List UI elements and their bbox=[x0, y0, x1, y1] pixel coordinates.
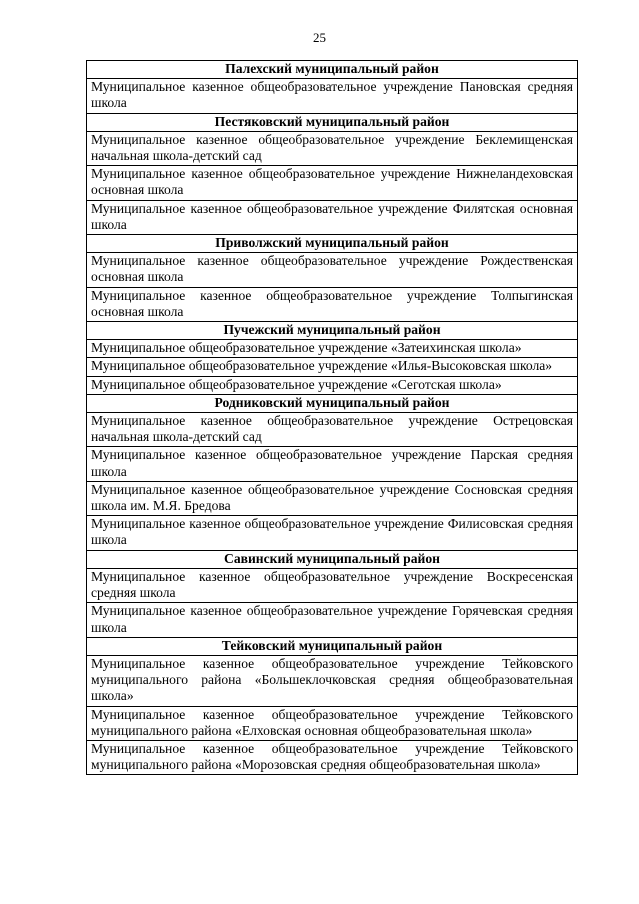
school-row bbox=[87, 655, 578, 706]
school-name: Муниципальное казенное общеобразовательное учреждение Рождественская основная школа bbox=[87, 253, 578, 287]
school-name: Муниципальное общеобразовательное учреждение «Затеихинская школа» bbox=[87, 340, 578, 358]
school-row bbox=[87, 447, 578, 481]
district-name: Родниковский муниципальный район bbox=[87, 394, 578, 412]
district-name: Приволжский муниципальный район bbox=[87, 235, 578, 253]
school-row bbox=[87, 253, 578, 287]
school-name: Муниципальное казенное общеобразовательное учреждение Филятская основная школа bbox=[87, 200, 578, 234]
district-name: Палехский муниципальный район bbox=[87, 61, 578, 79]
school-name: Муниципальное общеобразовательное учреждение «Сеготская школа» bbox=[87, 376, 578, 394]
school-row bbox=[87, 166, 578, 200]
school-name: Муниципальное казенное общеобразовательное учреждение Нижнеландеховская основная школа bbox=[87, 166, 578, 200]
district-header-row bbox=[87, 394, 578, 412]
district-header-row bbox=[87, 113, 578, 131]
school-row bbox=[87, 131, 578, 165]
school-row bbox=[87, 740, 578, 774]
school-row bbox=[87, 340, 578, 358]
district-header-row bbox=[87, 550, 578, 568]
district-header-row bbox=[87, 61, 578, 79]
district-header-row bbox=[87, 322, 578, 340]
school-name: Муниципальное казенное общеобразовательное учреждение Тейковского муниципального района «Елховская основная общеобразовательная школа» bbox=[87, 706, 578, 740]
district-header-row bbox=[87, 235, 578, 253]
school-row bbox=[87, 287, 578, 321]
school-name: Муниципальное казенное общеобразовательное учреждение Толпыгинская основная школа bbox=[87, 287, 578, 321]
school-row bbox=[87, 200, 578, 234]
district-name: Тейковский муниципальный район bbox=[87, 637, 578, 655]
school-row bbox=[87, 413, 578, 447]
page-number: 25 bbox=[313, 30, 326, 45]
school-row bbox=[87, 603, 578, 637]
school-row bbox=[87, 568, 578, 602]
district-name: Пучежский муниципальный район bbox=[87, 322, 578, 340]
school-row bbox=[87, 481, 578, 515]
school-name: Муниципальное казенное общеобразовательное учреждение Беклемищенская начальная школа-детский сад bbox=[87, 131, 578, 165]
school-name: Муниципальное казенное общеобразовательное учреждение Тейковского муниципального района «Большеклочковская средняя общеобразовательная школа» bbox=[87, 655, 578, 706]
district-name: Пестяковский муниципальный район bbox=[87, 113, 578, 131]
district-header-row bbox=[87, 637, 578, 655]
district-name: Савинский муниципальный район bbox=[87, 550, 578, 568]
school-name: Муниципальное казенное общеобразовательное учреждение Пановская средняя школа bbox=[87, 79, 578, 113]
school-name: Муниципальное казенное общеобразовательное учреждение Филисовская средняя школа bbox=[87, 516, 578, 550]
school-name: Муниципальное казенное общеобразовательное учреждение Сосновская средняя школа им. М.Я. Бредова bbox=[87, 481, 578, 515]
school-name: Муниципальное общеобразовательное учреждение «Илья-Высоковская школа» bbox=[87, 358, 578, 376]
school-list-table bbox=[86, 60, 578, 775]
school-row bbox=[87, 706, 578, 740]
school-row bbox=[87, 358, 578, 376]
school-name: Муниципальное казенное общеобразовательное учреждение Парская средняя школа bbox=[87, 447, 578, 481]
school-row bbox=[87, 79, 578, 113]
school-name: Муниципальное казенное общеобразовательное учреждение Воскресенская средняя школа bbox=[87, 568, 578, 602]
school-name: Муниципальное казенное общеобразовательное учреждение Тейковского муниципального района «Морозовская средняя общеобразовательная школа» bbox=[87, 740, 578, 774]
school-row bbox=[87, 376, 578, 394]
school-row bbox=[87, 516, 578, 550]
school-name: Муниципальное казенное общеобразовательное учреждение Горячевская средняя школа bbox=[87, 603, 578, 637]
school-name: Муниципальное казенное общеобразовательное учреждение Острецовская начальная школа-детский сад bbox=[87, 413, 578, 447]
